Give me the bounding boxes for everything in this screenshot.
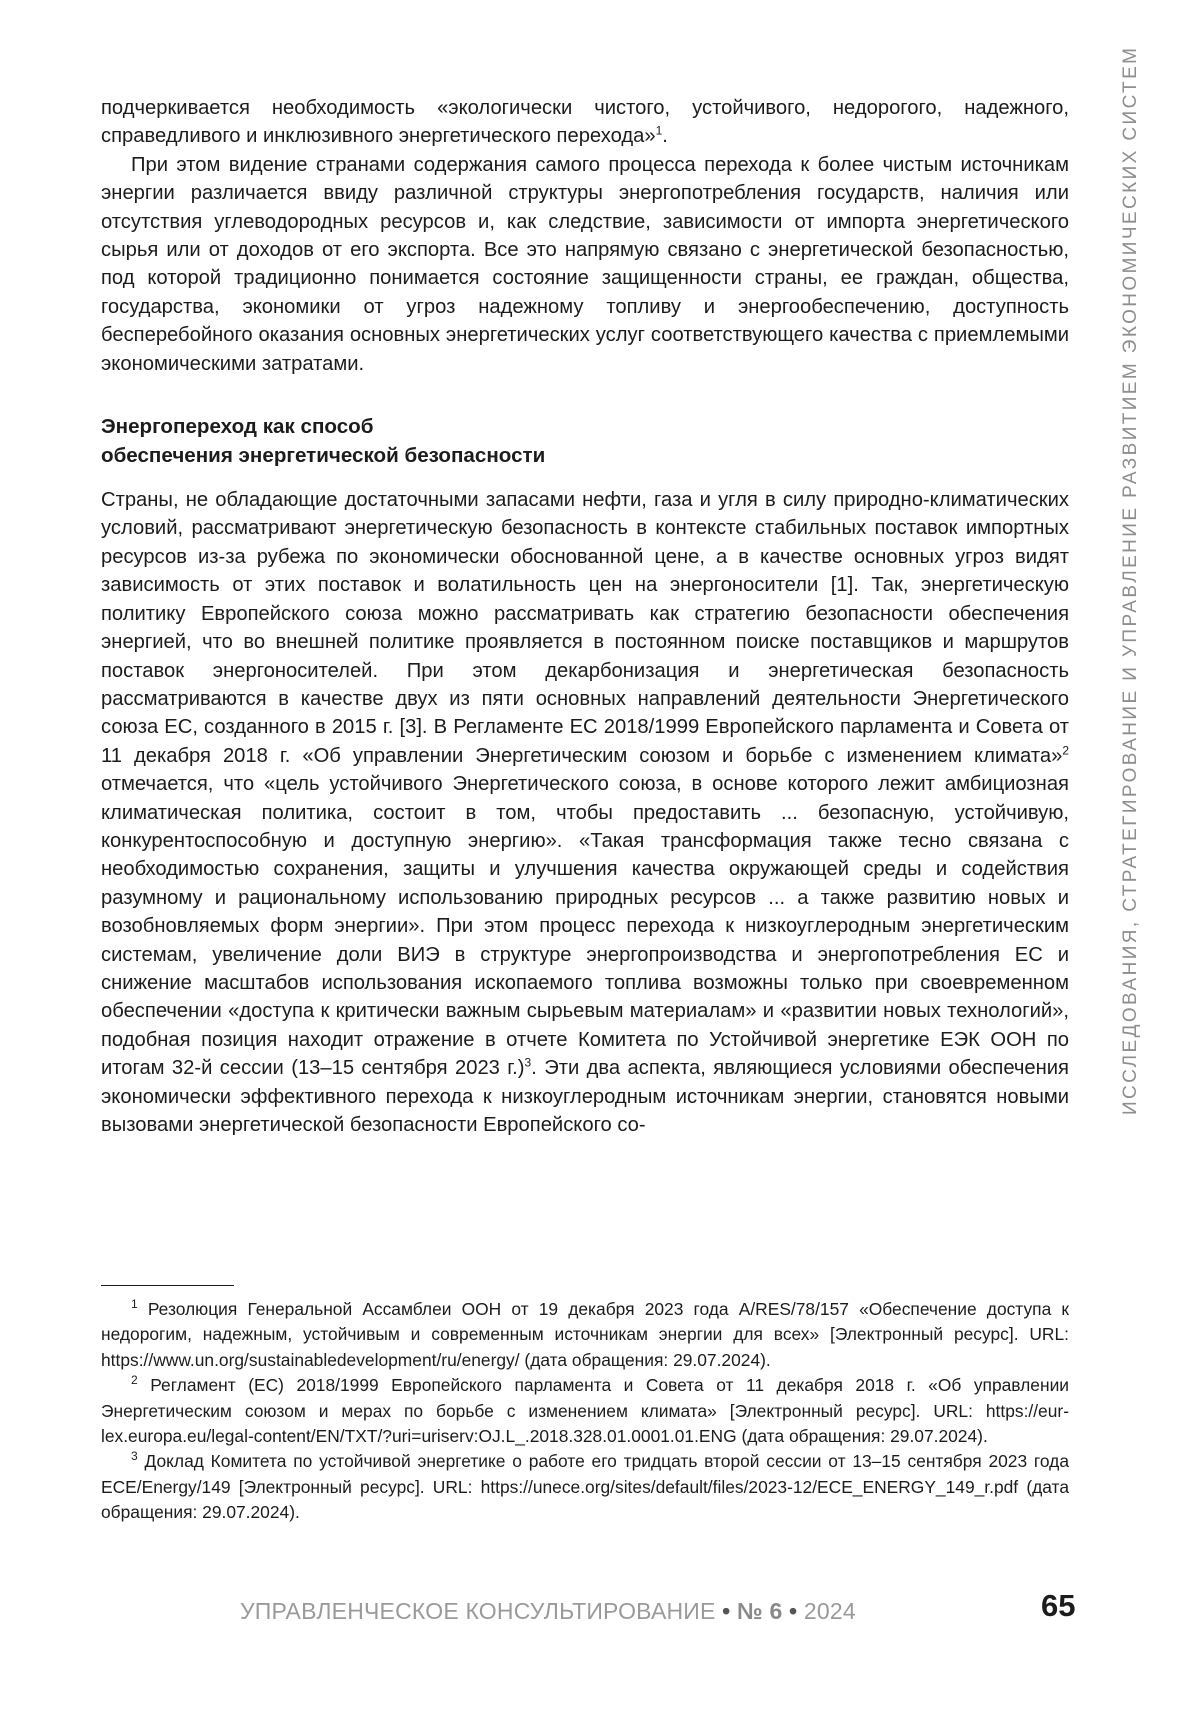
footnote-1 bbox=[101, 1297, 1069, 1373]
section-heading-line-2: обеспечения энергетической безопасности bbox=[101, 444, 546, 468]
paragraph-punct: . bbox=[662, 125, 668, 148]
separator-dot: • bbox=[722, 1598, 731, 1624]
paragraph-text-b: отмечается, что «цель устойчивого Энергетического союза, в основе которого лежит амбициозная климатическая политика, состоит в том, чтобы предоставить ... безопасную, устойчивую, конкурентоспособную и доступную энергию». «Такая трансформация также тесно связана с необходимостью сохранения, защиты и улучшения качества окружающей среды и содействия разумному и рациональному использованию природных ресурсов ... а также развитию новых и возобновляемых форм энергии». При этом процесс перехода к низкоуглеродным энергетическим системам, увеличение доли ВИЭ в структуре энергопроизводства и энергопотребления ЕС и снижение масштабов использования ископаемого топлива возможны только при своевременном обеспечении «доступа к критически важным сырьевым материалам» и «развитии новых технологий», подобная позиция находит отражение в отчете Комитета по Устойчивой энергетике ЕЭК ООН по итогам 32-й сессии (13–15 сентября 2023 г.) bbox=[101, 773, 1069, 1080]
intro-paragraph-1 bbox=[101, 94, 1069, 151]
section-heading bbox=[101, 412, 1069, 470]
side-running-title: ИССЛЕДОВАНИЯ, СТРАТЕГИРОВАНИЕ И УПРАВЛЕНИЕ РАЗВИТИЕМ ЭКОНОМИЧЕСКИХ СИСТЕМ bbox=[1120, 45, 1141, 1115]
article-body bbox=[101, 94, 1069, 1139]
section-heading-line-1: Энергопереход как способ bbox=[101, 415, 374, 439]
section-paragraph bbox=[101, 486, 1069, 1139]
journal-title: УПРАВЛЕНЧЕСКОЕ КОНСУЛЬТИРОВАНИЕ bbox=[240, 1598, 716, 1624]
footnote-number: 3 bbox=[131, 1449, 138, 1464]
footnote-ref-2[interactable]: 2 bbox=[1062, 742, 1069, 757]
issue-number: № 6 bbox=[737, 1598, 783, 1624]
running-footer bbox=[240, 1598, 856, 1625]
separator-dot: • bbox=[789, 1598, 798, 1624]
footnote-text: Регламент (ЕС) 2018/1999 Европейского парламента и Совета от 11 декабря 2018 г. «Об управлении Энергетическим союзом и мерах по борьбе с изменением климата» [Электронный ресурс]. URL: https://eur-lex.europa.eu/legal-content/EN/TXT/?uri=uriserv:OJ.L_.2018.328.01.0001.01.ENG (дата обращения: 29.07.2024). bbox=[101, 1375, 1069, 1447]
footnote-ref-3[interactable]: 3 bbox=[524, 1055, 532, 1070]
footnote-text: Резолюция Генеральной Ассамблеи ООН от 19 декабря 2023 года A/RES/78/157 «Обеспечение доступа к недорогим, надежным, устойчивым и современным источникам энергии для всех» [Электронный ресурс]. URL: https://www.un.org/sustainabledevelopment/ru/energy/ (дата обращения: 29.07.2024). bbox=[101, 1299, 1069, 1370]
footnote-3 bbox=[101, 1449, 1069, 1525]
paragraph-text-a: Страны, не обладающие достаточными запасами нефти, газа и угля в силу природно-климатических условий, рассматривают энергетическую безопасность в контексте стабильных поставок импортных ресурсов из-за рубежа по экономически обоснованной цене, а в качестве основных угроз видят зависимость от этих поставок и волатильность цен на энергоносители [1]. Так, энергетическую политику Европейского союза можно рассматривать как стратегию безопасности обеспечения энергией, что во внешней политике проявляется в постоянном поиске поставщиков и маршрутов поставок энергоносителей. При этом декарбонизация и энергетическая безопасность рассматриваются в качестве двух из пяти основных направлений деятельности Энергетического союза ЕС, созданного в 2015 г. [3]. В Регламенте ЕС 2018/1999 Европейского парламента и Совета от 11 декабря 2018 г. «Об управлении Энергетическим союзом и борьбе с изменением климата» bbox=[101, 489, 1069, 767]
page-number: 65 bbox=[1041, 1588, 1076, 1623]
footnote-number: 2 bbox=[131, 1373, 138, 1388]
footnote-text: Доклад Комитета по устойчивой энергетике о работе его тридцать второй сессии от 13–15 сентября 2023 года ECE/Energy/149 [Электронный ресурс]. URL: https://unece.org/sites/default/files/2023-12/ECE_ENERGY_149_r.pdf (дата обращения: 29.07.2024). bbox=[101, 1451, 1069, 1523]
footnote-2 bbox=[101, 1373, 1069, 1449]
paragraph-text-c: . Эти два аспекта, являющиеся условиями обеспечения экономически эффективного перехода к низкоуглеродным источникам энергии, становятся новыми вызовами энергетической безопасности Европейского со- bbox=[101, 1057, 1069, 1136]
paragraph-text: подчеркивается необходимость «экологически чистого, устойчивого, недорогого, надежного, справедливого и инклюзивного энергетического перехода» bbox=[101, 97, 1069, 148]
footnote-divider bbox=[101, 1285, 234, 1286]
footnote-ref-1[interactable]: 1 bbox=[655, 123, 663, 138]
footnotes bbox=[101, 1297, 1069, 1526]
year: 2024 bbox=[803, 1598, 856, 1624]
intro-paragraph-2: При этом видение странами содержания самого процесса перехода к более чистым источникам энергии различается ввиду различной структуры энергопотребления государств, наличия или отсутствия углеводородных ресурсов и, как следствие, зависимости от импорта энергетического сырья или от доходов от его экспорта. Все это напрямую связано с энергетической безопасностью, под которой традиционно понимается состояние защищенности страны, ее граждан, общества, государства, экономики от угроз надежному топливу и энергообеспечению, доступность бесперебойного оказания основных энергетических услуг соответствующего качества с приемлемыми экономическими затратами. bbox=[101, 153, 1069, 375]
footnote-number: 1 bbox=[131, 1297, 138, 1312]
